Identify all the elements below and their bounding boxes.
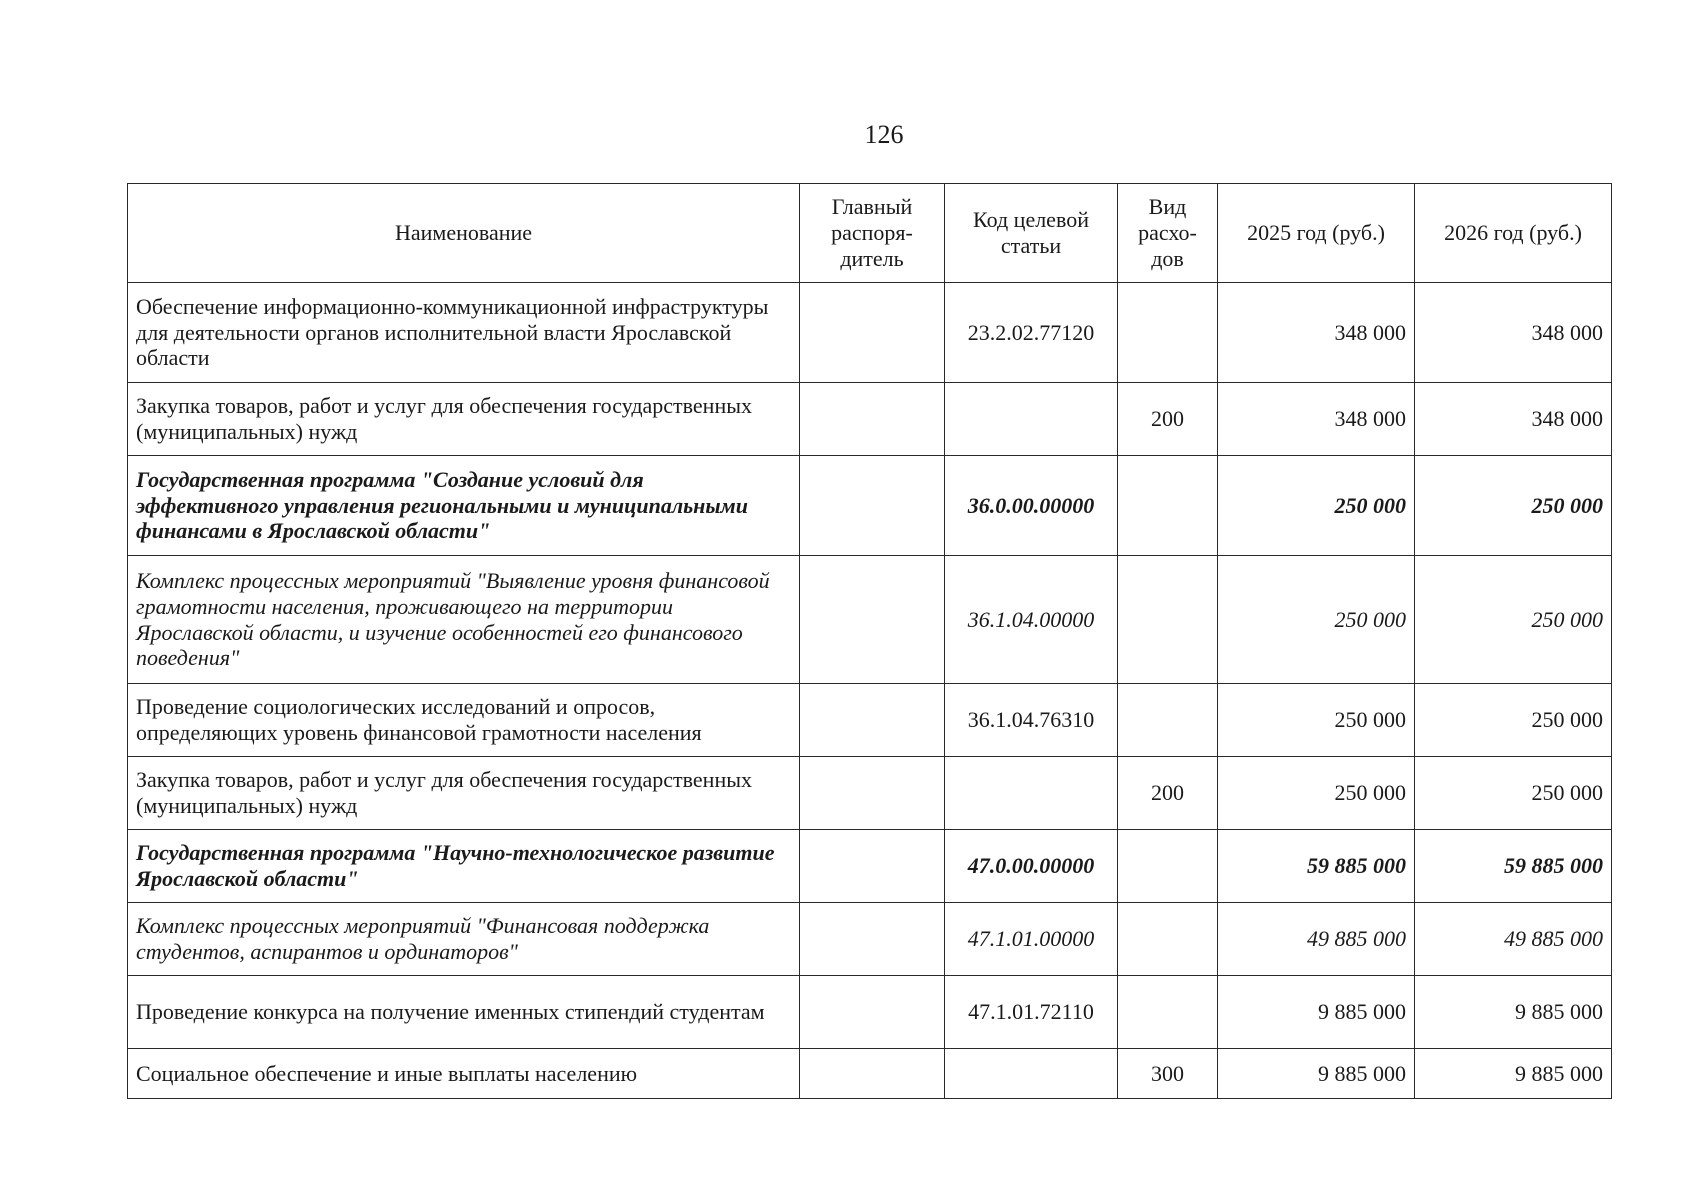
row-code: 23.2.02.77120 xyxy=(945,283,1118,383)
row-2025: 9 885 000 xyxy=(1218,976,1415,1049)
row-type xyxy=(1118,830,1218,903)
table-header-row xyxy=(128,184,1612,283)
row-code: 36.1.04.76310 xyxy=(945,684,1118,757)
row-name: Закупка товаров, работ и услуг для обеспечения государственных (муниципальных) нужд xyxy=(128,757,800,830)
table-row xyxy=(128,556,1612,684)
table-row xyxy=(128,757,1612,830)
row-type xyxy=(1118,976,1218,1049)
table-row xyxy=(128,903,1612,976)
header-name: Наименование xyxy=(128,184,800,283)
row-2026: 348 000 xyxy=(1415,283,1612,383)
table-row xyxy=(128,383,1612,456)
row-type xyxy=(1118,684,1218,757)
row-2026: 9 885 000 xyxy=(1415,1049,1612,1099)
row-2025: 9 885 000 xyxy=(1218,1049,1415,1099)
row-manager xyxy=(800,684,945,757)
row-code xyxy=(945,1049,1118,1099)
row-2026: 250 000 xyxy=(1415,684,1612,757)
row-2026: 250 000 xyxy=(1415,556,1612,684)
row-name: Государственная программа "Научно-технологическое развитие Ярославской области" xyxy=(128,830,800,903)
row-code: 47.1.01.72110 xyxy=(945,976,1118,1049)
row-manager xyxy=(800,383,945,456)
row-2026: 9 885 000 xyxy=(1415,976,1612,1049)
row-2026: 348 000 xyxy=(1415,383,1612,456)
row-type: 300 xyxy=(1118,1049,1218,1099)
row-manager xyxy=(800,976,945,1049)
row-manager xyxy=(800,830,945,903)
table-row xyxy=(128,283,1612,383)
row-2025: 250 000 xyxy=(1218,757,1415,830)
row-name: Обеспечение информационно-коммуникационной инфраструктуры для деятельности органов исполнительной власти Ярославской области xyxy=(128,283,800,383)
row-2026: 250 000 xyxy=(1415,456,1612,556)
row-manager xyxy=(800,556,945,684)
row-name: Государственная программа "Создание условий для эффективного управления региональными и муниципальными финансами в Ярославской области" xyxy=(128,456,800,556)
row-2025: 348 000 xyxy=(1218,283,1415,383)
row-name: Комплекс процессных мероприятий "Выявление уровня финансовой грамотности населения, проживающего на территории Ярославской области, и изучение особенностей его финансового поведения" xyxy=(128,556,800,684)
row-name: Комплекс процессных мероприятий "Финансовая поддержка студентов, аспирантов и ординаторов" xyxy=(128,903,800,976)
row-name: Закупка товаров, работ и услуг для обеспечения государственных (муниципальных) нужд xyxy=(128,383,800,456)
row-2025: 59 885 000 xyxy=(1218,830,1415,903)
row-type: 200 xyxy=(1118,757,1218,830)
header-manager: Главный распоря-дитель xyxy=(800,184,945,283)
row-name: Социальное обеспечение и иные выплаты населению xyxy=(128,1049,800,1099)
table-row xyxy=(128,684,1612,757)
row-code: 47.0.00.00000 xyxy=(945,830,1118,903)
row-2025: 250 000 xyxy=(1218,684,1415,757)
row-type: 200 xyxy=(1118,383,1218,456)
header-2025: 2025 год (руб.) xyxy=(1218,184,1415,283)
row-manager xyxy=(800,1049,945,1099)
row-type xyxy=(1118,556,1218,684)
row-type xyxy=(1118,456,1218,556)
row-code xyxy=(945,757,1118,830)
row-code xyxy=(945,383,1118,456)
row-2026: 49 885 000 xyxy=(1415,903,1612,976)
row-name: Проведение социологических исследований и опросов, определяющих уровень финансовой грамотности населения xyxy=(128,684,800,757)
row-type xyxy=(1118,283,1218,383)
table-row xyxy=(128,456,1612,556)
row-2025: 348 000 xyxy=(1218,383,1415,456)
row-2025: 250 000 xyxy=(1218,556,1415,684)
table-row xyxy=(128,830,1612,903)
row-manager xyxy=(800,757,945,830)
row-code: 36.0.00.00000 xyxy=(945,456,1118,556)
row-manager xyxy=(800,283,945,383)
table-row xyxy=(128,976,1612,1049)
row-type xyxy=(1118,903,1218,976)
row-code: 36.1.04.00000 xyxy=(945,556,1118,684)
header-2026: 2026 год (руб.) xyxy=(1415,184,1612,283)
header-type: Вид расхо-дов xyxy=(1118,184,1218,283)
table-row xyxy=(128,1049,1612,1099)
page-number: 126 xyxy=(864,120,904,149)
row-2026: 250 000 xyxy=(1415,757,1612,830)
header-code: Код целевой статьи xyxy=(945,184,1118,283)
row-2025: 250 000 xyxy=(1218,456,1415,556)
row-code: 47.1.01.00000 xyxy=(945,903,1118,976)
row-manager xyxy=(800,456,945,556)
row-manager xyxy=(800,903,945,976)
row-name: Проведение конкурса на получение именных стипендий студентам xyxy=(128,976,800,1049)
budget-table xyxy=(127,183,1612,1099)
row-2026: 59 885 000 xyxy=(1415,830,1612,903)
row-2025: 49 885 000 xyxy=(1218,903,1415,976)
